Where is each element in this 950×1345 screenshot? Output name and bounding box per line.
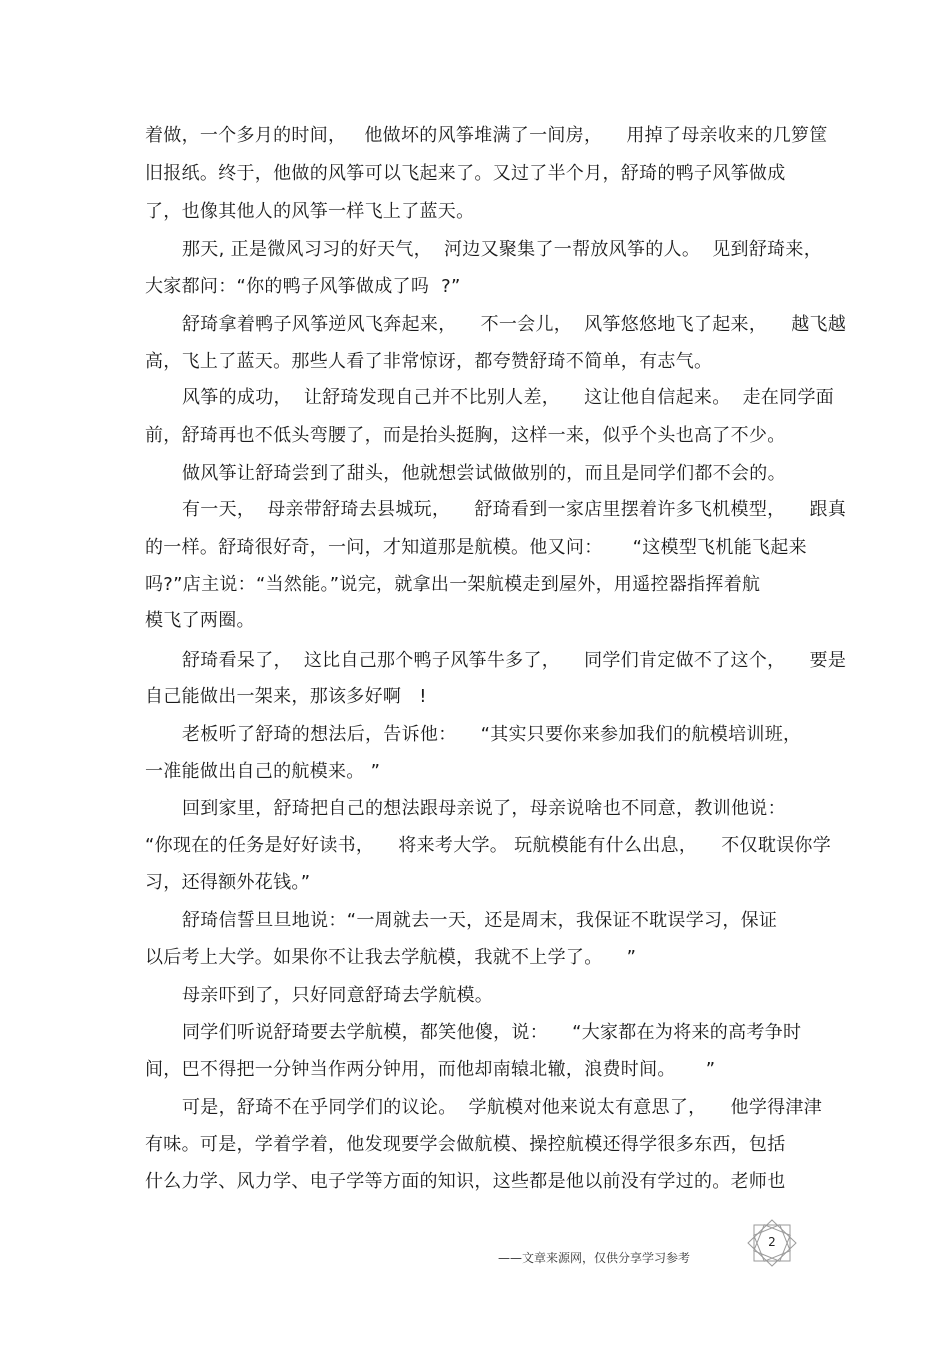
text-line: 以后考上大学。如果你不让我去学航模，我就不上学了。 ”: [145, 947, 637, 968]
text-line: 旧报纸。终于，他做的风筝可以飞起来了。又过了半个月，舒琦的鸭子风筝做成: [145, 163, 786, 184]
text-line: 舒琦看呆了， 这比自己那个鸭子风筝牛多了， 同学们肯定做不了这个， 要是: [182, 650, 847, 671]
text-line: 风筝的成功， 让舒琦发现自己并不比别人差， 这让他自信起来。 走在同学面: [182, 387, 835, 408]
footer-source-note: ——文章来源网，仅供分享学习参考: [498, 1251, 691, 1265]
text-line: 舒琦拿着鸭子风筝逆风飞奔起来， 不一会儿， 风筝悠悠地飞了起来， 越飞越: [182, 314, 847, 335]
text-line: 习，还得额外花钱。”: [145, 872, 311, 893]
text-line: 间，巴不得把一分钟当作两分钟用，而他却南辕北辙，浪费时间。 ”: [145, 1059, 716, 1080]
text-line: 前，舒琦再也不低头弯腰了，而是抬头挺胸，这样一来，似乎个头也高了不少。: [145, 425, 786, 446]
text-line: 自己能做出一架来，那该多好啊 !: [145, 686, 427, 707]
text-line: 大家都问：“你的鸭子风筝做成了吗 ?”: [145, 276, 461, 297]
page-number-badge: [744, 1218, 800, 1268]
text-line: 老板听了舒琦的想法后，告诉他： “其实只要你来参加我们的航模培训班，: [182, 724, 802, 745]
text-line: 着做，一个多月的时间， 他做坏的风筝堆满了一间房， 用掉了母亲收来的几箩筐: [145, 125, 828, 146]
text-line: 可是，舒琦不在乎同学们的议论。 学航模对他来说太有意思了， 他学得津津: [182, 1097, 823, 1118]
text-line: 什么力学、风力学、电子学等方面的知识，这些都是他以前没有学过的。老师也: [145, 1171, 786, 1192]
text-line: 做风筝让舒琦尝到了甜头，他就想尝试做做别的，而且是同学们都不会的。: [182, 463, 786, 484]
text-line: 了，也像其他人的风筝一样飞上了蓝天。: [145, 201, 475, 222]
text-line: 回到家里，舒琦把自己的想法跟母亲说了，母亲说啥也不同意，教训他说：: [182, 798, 786, 819]
text-line: 的一样。舒琦很好奇，一问，才知道那是航模。他又问： “这模型飞机能飞起来: [145, 537, 807, 558]
text-line: 同学们听说舒琦要去学航模，都笑他傻，说： “大家都在为将来的高考争时: [182, 1022, 802, 1043]
text-line: 有味。可是，学着学着，他发现要学会做航模、操控航模还得学很多东西，包括: [145, 1134, 786, 1155]
text-line: 模飞了两圈。: [145, 610, 255, 631]
page-number: 2: [768, 1235, 776, 1249]
text-line: 有一天， 母亲带舒琦去县城玩， 舒琦看到一家店里摆着许多飞机模型， 跟真: [182, 499, 847, 520]
text-line: “你现在的任务是好好读书， 将来考大学。 玩航模能有什么出息， 不仅耽误你学: [145, 835, 832, 856]
text-line: 一准能做出自己的航模来。 ”: [145, 761, 381, 782]
text-line: 那天, 正是微风习习的好天气， 河边又聚集了一帮放风筝的人。 见到舒琦来，: [182, 239, 823, 260]
text-line: 舒琦信誓旦旦地说：“一周就去一天，还是周末，我保证不耽误学习，保证: [182, 910, 778, 931]
text-line: 高，飞上了蓝天。那些人看了非常惊讶，都夸赞舒琦不简单，有志气。: [145, 351, 713, 372]
text-line: 母亲吓到了，只好同意舒琦去学航模。: [182, 985, 494, 1006]
text-line: 吗?”店主说：“当然能。”说完，就拿出一架航模走到屋外，用遥控器指挥着航: [145, 574, 761, 595]
